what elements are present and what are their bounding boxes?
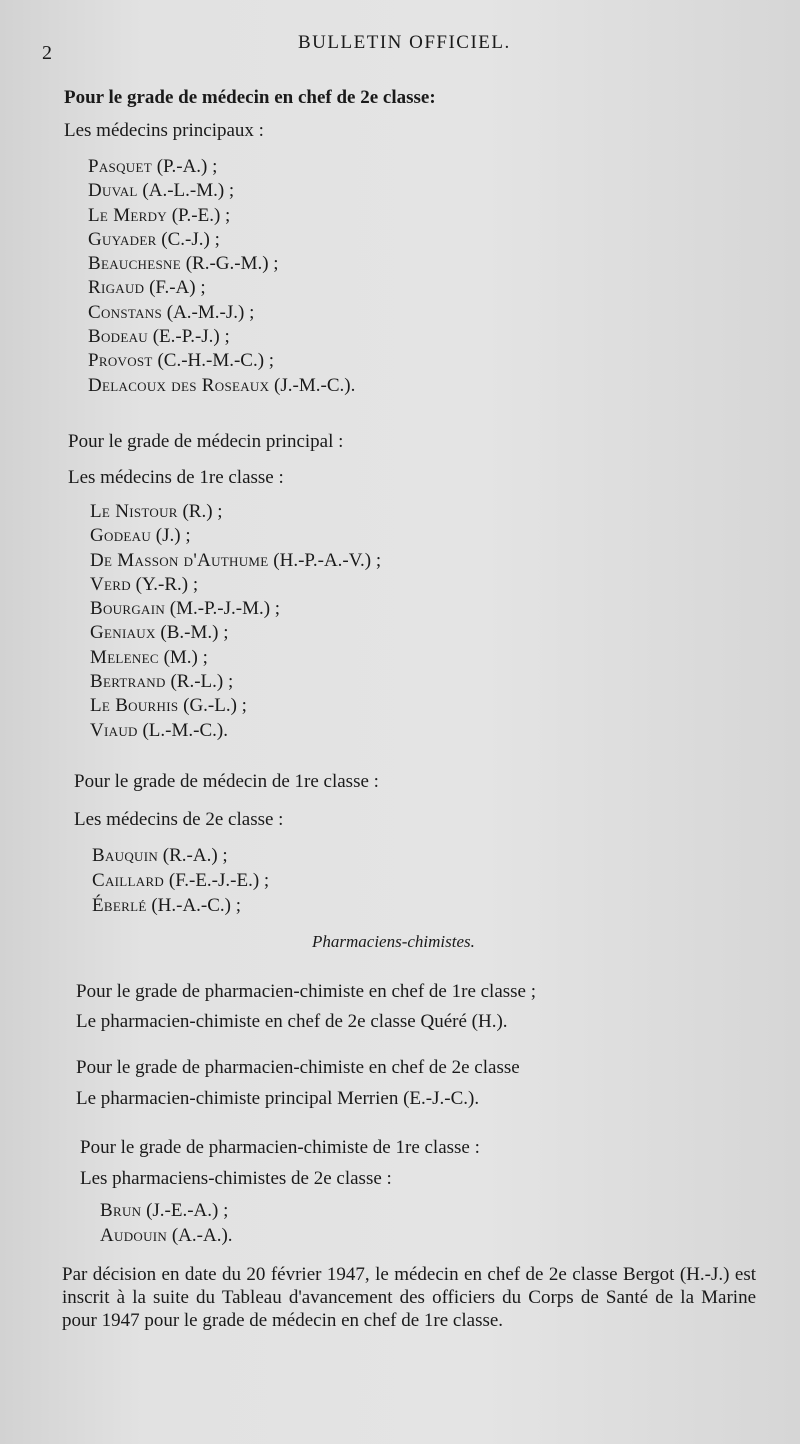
list-item: Bertrand (R.-L.) ; xyxy=(90,671,234,693)
section-chief-2nd-class xyxy=(64,86,436,398)
name-list xyxy=(64,155,436,398)
pharma-section-2 xyxy=(76,1056,520,1110)
list-item: Rigaud (F.-A) ; xyxy=(88,277,206,299)
pharma-section-1 xyxy=(76,980,536,1033)
name-list xyxy=(68,500,381,743)
list-item: Caillard (F.-E.-J.-E.) ; xyxy=(92,870,270,891)
grade-heading: Pour le grade de médecin de 1re classe : xyxy=(74,771,379,792)
section-1st-class xyxy=(74,770,379,918)
list-item: Duval (A.-L.-M.) ; xyxy=(88,180,235,202)
group-heading: Les médecins principaux : xyxy=(64,120,264,141)
group-heading: Les pharmaciens-chimistes de 2e classe : xyxy=(80,1168,392,1189)
grade-heading: Pour le grade de médecin en chef de 2e classe: xyxy=(64,87,436,108)
grade-heading: Pour le grade de médecin principal : xyxy=(68,431,344,452)
list-item: Éberlé (H.-A.-C.) ; xyxy=(92,895,242,916)
subheading: Pharmaciens-chimistes. xyxy=(312,932,475,951)
section-principal xyxy=(68,430,381,743)
pharma-section-3 xyxy=(80,1136,480,1248)
list-item: Beauchesne (R.-G.-M.) ; xyxy=(88,253,279,275)
list-item: Verd (Y.-R.) ; xyxy=(90,573,199,595)
group-heading: Les médecins de 1re classe : xyxy=(68,467,284,488)
list-item: Le Merdy (P.-E.) ; xyxy=(88,204,231,226)
list-item: Brun (J.-E.-A.) ; xyxy=(100,1200,229,1221)
promotion-line: Le pharmacien-chimiste en chef de 2e classe Quéré (H.). xyxy=(76,1011,508,1032)
list-item: De Masson d'Authume (H.-P.-A.-V.) ; xyxy=(90,549,382,571)
list-item: Bourgain (M.-P.-J.-M.) ; xyxy=(90,598,281,620)
name-list xyxy=(80,1198,480,1248)
list-item: Godeau (J.) ; xyxy=(90,525,191,547)
grade-heading: Pour le grade de pharmacien-chimiste en chef de 2e classe xyxy=(76,1057,520,1078)
decision-paragraph: Par décision en date du 20 février 1947, le médecin en chef de 2e classe Bergot (H.-J.) est inscrit à la suite du Tableau d'avancement des officiers du Corps de Santé de la Marine pour 1947 pour le grade de médecin en chef de 1re classe. xyxy=(62,1264,756,1331)
grade-heading: Pour le grade de pharmacien-chimiste en chef de 1re classe ; xyxy=(76,981,537,1002)
list-item: Provost (C.-H.-M.-C.) ; xyxy=(88,350,275,372)
group-heading: Les médecins de 2e classe : xyxy=(74,809,284,830)
list-item: Melenec (M.) ; xyxy=(90,646,208,668)
list-item: Constans (A.-M.-J.) ; xyxy=(88,301,255,323)
list-item: Bodeau (E.-P.-J.) ; xyxy=(88,326,230,348)
list-item: Pasquet (P.-A.) ; xyxy=(88,156,218,177)
list-item: Le Nistour (R.) ; xyxy=(90,501,223,522)
list-item: Le Bourhis (G.-L.) ; xyxy=(90,695,247,717)
list-item: Viaud (L.-M.-C.). xyxy=(90,719,228,741)
list-item: Delacoux des Roseaux (J.-M.-C.). xyxy=(88,374,356,396)
promotion-line: Le pharmacien-chimiste principal Merrien (E.-J.-C.). xyxy=(76,1088,480,1109)
grade-heading: Pour le grade de pharmacien-chimiste de 1re classe : xyxy=(80,1137,480,1158)
name-list xyxy=(74,843,379,918)
list-item: Geniaux (B.-M.) ; xyxy=(90,622,229,644)
list-item: Guyader (C.-J.) ; xyxy=(88,228,220,250)
list-item: Bauquin (R.-A.) ; xyxy=(92,845,228,866)
list-item: Audouin (A.-A.). xyxy=(100,1225,233,1246)
running-title: BULLETIN OFFICIEL. xyxy=(298,32,511,53)
page-number: 2 xyxy=(42,42,52,64)
